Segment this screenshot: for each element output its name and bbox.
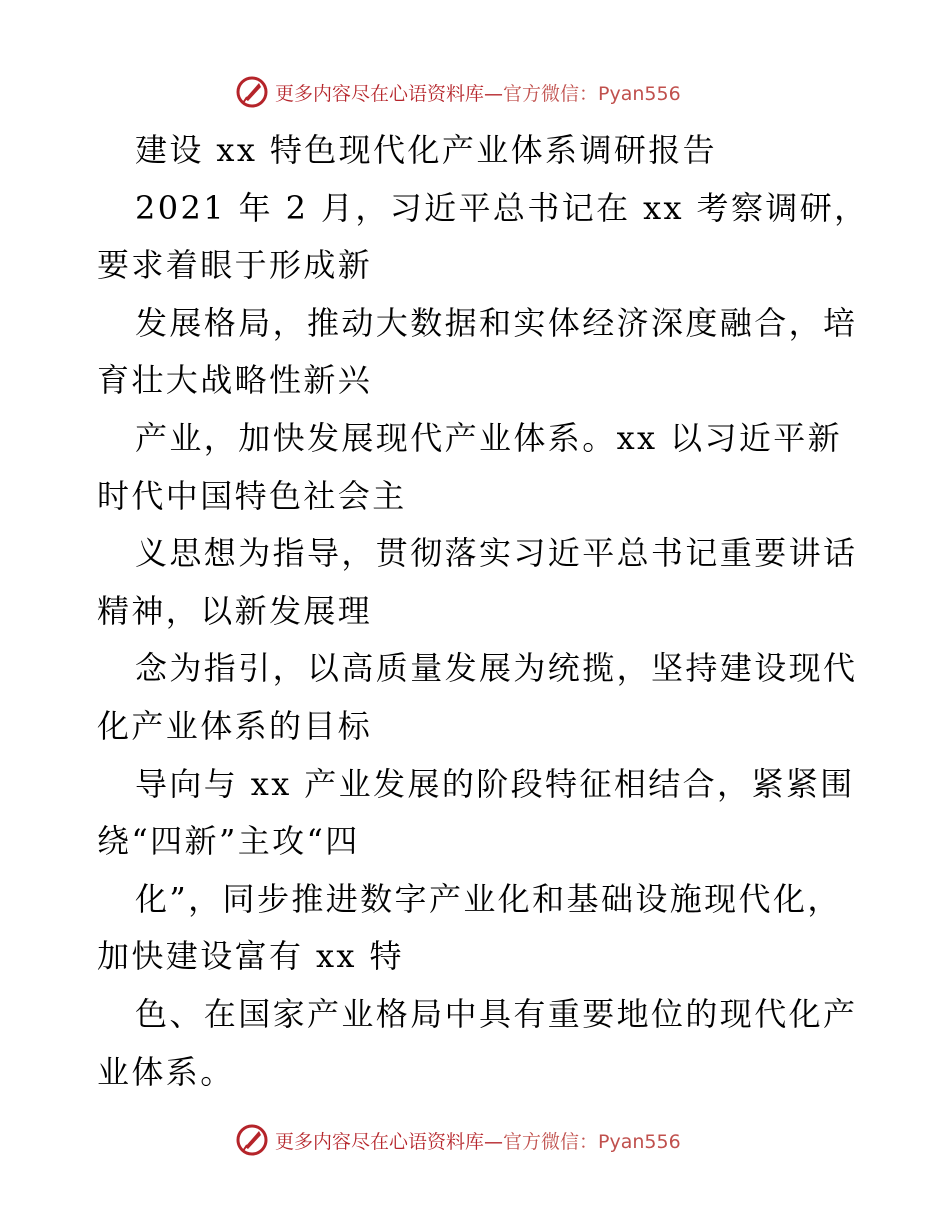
doc-line: 念为指引，以高质量发展为统揽，坚持建设现代 — [135, 649, 858, 688]
doc-line: 色、在国家产业格局中具有重要地位的现代化产 — [135, 994, 858, 1033]
quill-logo-icon — [235, 1123, 269, 1157]
doc-line: 加快建设富有 xx 特 — [97, 937, 404, 976]
doc-line: 时代中国特色社会主 — [97, 476, 407, 515]
doc-line: 2021 年 2 月，习近平总书记在 xx 考察调研， — [135, 188, 869, 227]
footer-banner-main: 更多内容尽在心语资料库— — [275, 1130, 504, 1153]
doc-line: 义思想为指导，贯彻落实习近平总书记重要讲话 — [135, 534, 858, 573]
header-banner-text — [275, 79, 681, 106]
doc-line: 导向与 xx 产业发展的阶段特征相结合，紧紧围 — [135, 764, 855, 803]
document-body — [97, 122, 869, 1101]
footer-banner-text — [275, 1127, 681, 1154]
doc-line: 化产业体系的目标 — [97, 706, 373, 745]
header-banner-main: 更多内容尽在心语资料库— — [275, 82, 504, 105]
footer-watermark-banner — [235, 1120, 755, 1160]
doc-line: 绕“四新”主攻“四 — [97, 822, 360, 861]
doc-line: 建设 xx 特色现代化产业体系调研报告 — [135, 131, 718, 169]
header-watermark-banner — [235, 72, 755, 112]
doc-line: 化”，同步推进数字产业化和基础设施现代化， — [135, 879, 842, 918]
doc-line: 精神，以新发展理 — [97, 591, 373, 630]
doc-line: 要求着眼于形成新 — [97, 246, 373, 285]
footer-banner-wechat: 官方微信：Pyan556 — [503, 1130, 681, 1153]
header-banner-wechat: 官方微信：Pyan556 — [503, 82, 681, 105]
doc-line: 育壮大战略性新兴 — [97, 361, 373, 400]
doc-line: 业体系。 — [97, 1052, 235, 1091]
quill-logo-icon — [235, 75, 269, 109]
doc-line: 发展格局，推动大数据和实体经济深度融合，培 — [135, 303, 858, 342]
doc-line: 产业，加快发展现代产业体系。xx 以习近平新 — [135, 418, 843, 457]
